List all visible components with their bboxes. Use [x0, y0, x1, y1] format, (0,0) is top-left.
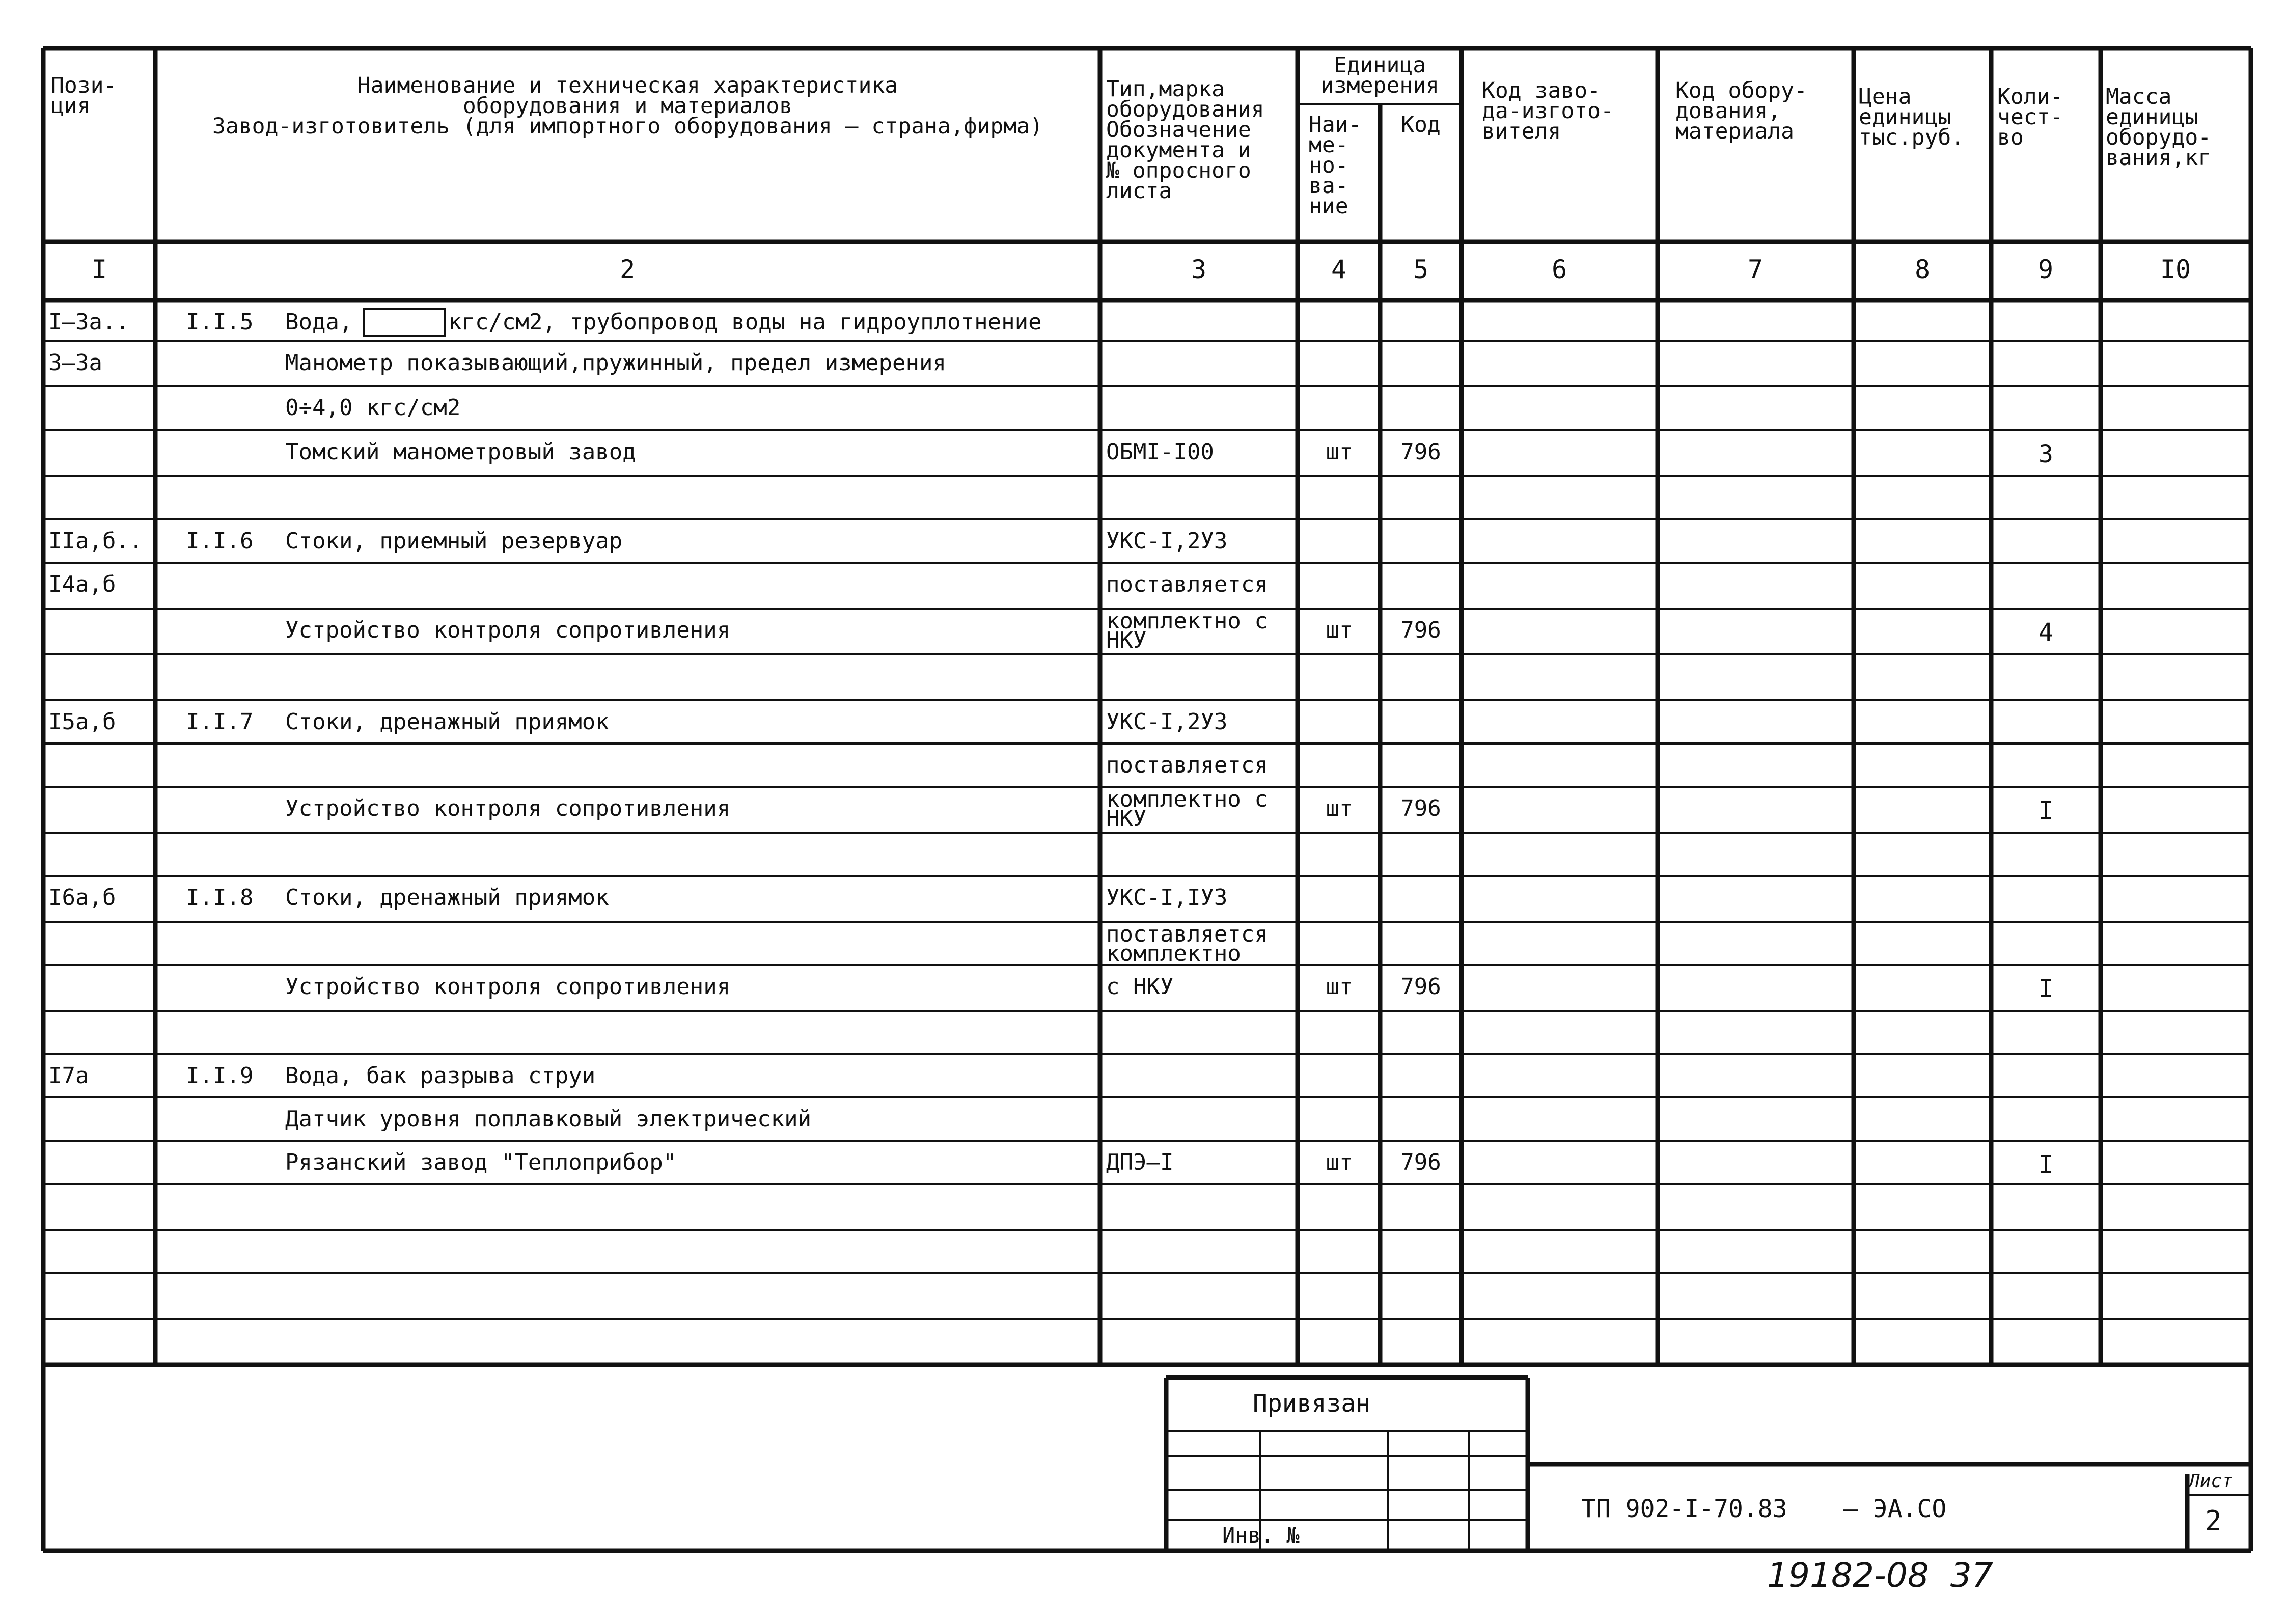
row-type-mark: комплектно с НКУ [1106, 608, 1268, 653]
column-number: 8 [1914, 255, 1931, 284]
stamp-inv-number: Инв. № [1222, 1523, 1300, 1548]
header-name: Наименование и техническая характеристика оборудования и материалов Завод-изготовитель (для импортного оборудования – страна,фирма) [212, 73, 1043, 139]
stamp-privyazan: Привязан [1253, 1389, 1371, 1418]
row-unit-code: 796 [1400, 617, 1441, 643]
row-name: Устройство контроля сопротивления [285, 974, 731, 1000]
row-name: Вода, [285, 309, 353, 335]
header-unit-code: Код [1401, 112, 1441, 137]
header-unit-mass: Масса единицы оборудо- вания,кг [2106, 84, 2212, 171]
row-type-mark: комплектно с НКУ [1106, 786, 1268, 832]
blank-value-box [363, 308, 446, 337]
row-unit-name: шт [1326, 439, 1353, 465]
row-name: Стоки, дренажный приямок [285, 709, 609, 735]
column-number: I0 [2160, 255, 2191, 284]
header-equipment-code: Код обору- дования, материала [1675, 78, 1807, 144]
row-item-code: I.I.9 [186, 1063, 254, 1089]
row-quantity: 4 [2039, 618, 2053, 647]
row-position: I7а [48, 1063, 89, 1089]
column-number: I [91, 255, 107, 284]
header-unit-name: Наи- ме- но- ва- ние [1309, 112, 1362, 219]
row-position: I–3а.. [48, 309, 129, 335]
header-manufacturer-code: Код заво- да-изгото- вителя [1482, 78, 1614, 144]
row-unit-code: 796 [1400, 974, 1441, 1000]
row-quantity: 3 [2039, 440, 2053, 469]
column-number: 4 [1331, 255, 1347, 284]
row-name: Рязанский завод "Теплоприбор" [285, 1149, 677, 1175]
column-number: 9 [2037, 255, 2054, 284]
row-type-mark: ДПЭ–I [1106, 1149, 1174, 1175]
header-type: Тип,марка оборудования Обозначение документа и № опросного листа [1106, 76, 1264, 204]
column-number: 2 [619, 255, 636, 284]
row-name: Стоки, приемный резервуар [285, 528, 623, 554]
row-position: I4а,б [48, 571, 116, 597]
row-position: 3–3а [48, 350, 102, 376]
row-quantity: I [2039, 975, 2053, 1003]
header-unit-group: Единица измерения [1320, 52, 1439, 98]
header-position: Пози- ция [51, 73, 117, 119]
stamp-sheet-number: 2 [2205, 1505, 2222, 1537]
row-name: Датчик уровня поплавковый электрический [285, 1106, 812, 1132]
handwritten-number: 19182-08 37 [1767, 1556, 1993, 1595]
row-name: Манометр показывающий,пружинный, предел измерения [285, 350, 947, 376]
row-type-mark: поставляется [1106, 571, 1268, 597]
row-item-code: I.I.6 [186, 528, 254, 554]
row-type-mark: УКС-I,2УЗ [1106, 709, 1228, 735]
row-type-mark: поставляется комплектно [1106, 921, 1268, 967]
row-name: Устройство контроля сопротивления [285, 795, 731, 821]
row-type-mark: УКС-I,IУЗ [1106, 885, 1228, 911]
row-type-mark: ОБМI-I00 [1106, 439, 1214, 465]
row-item-code: I.I.8 [186, 885, 254, 911]
row-unit-name: шт [1326, 795, 1353, 821]
column-number: 3 [1191, 255, 1207, 284]
row-position: IIа,б.. [48, 528, 143, 554]
row-type-mark: поставляется [1106, 752, 1268, 778]
row-unit-code: 796 [1400, 795, 1441, 821]
row-position: I6а,б [48, 885, 116, 911]
row-quantity: I [2039, 1150, 2053, 1179]
header-unit-price: Цена единицы тыс.руб. [1859, 84, 1965, 150]
row-name: Томский манометровый завод [285, 439, 636, 465]
stamp-doc-suffix: – ЭА.СО [1843, 1495, 1947, 1523]
row-name: Вода, бак разрыва струи [285, 1063, 596, 1089]
row-unit-name: шт [1326, 617, 1353, 643]
row-unit-name: шт [1326, 974, 1353, 1000]
column-number: 7 [1747, 255, 1764, 284]
column-number: 6 [1551, 255, 1567, 284]
row-unit-code: 796 [1400, 1149, 1441, 1175]
stamp-doc-code: ТП 902-I-70.83 [1581, 1495, 1787, 1523]
row-item-code: I.I.5 [186, 309, 254, 335]
row-type-mark: УКС-I,2УЗ [1106, 528, 1228, 554]
column-number: 5 [1413, 255, 1429, 284]
row-name: 0÷4,0 кгс/см2 [285, 395, 461, 421]
row-name: Устройство контроля сопротивления [285, 617, 731, 643]
row-name-tail: кгс/см2, трубопровод воды на гидроуплотнение [448, 309, 1042, 335]
row-item-code: I.I.7 [186, 709, 254, 735]
row-quantity: I [2039, 796, 2053, 825]
row-unit-name: шт [1326, 1149, 1353, 1175]
row-name: Стоки, дренажный приямок [285, 885, 609, 911]
header-quantity: Коли- чест- во [1997, 84, 2063, 150]
row-position: I5а,б [48, 709, 116, 735]
stamp-sheet-label: Лист [2189, 1471, 2233, 1492]
row-unit-code: 796 [1400, 439, 1441, 465]
row-type-mark: с НКУ [1106, 974, 1174, 1000]
